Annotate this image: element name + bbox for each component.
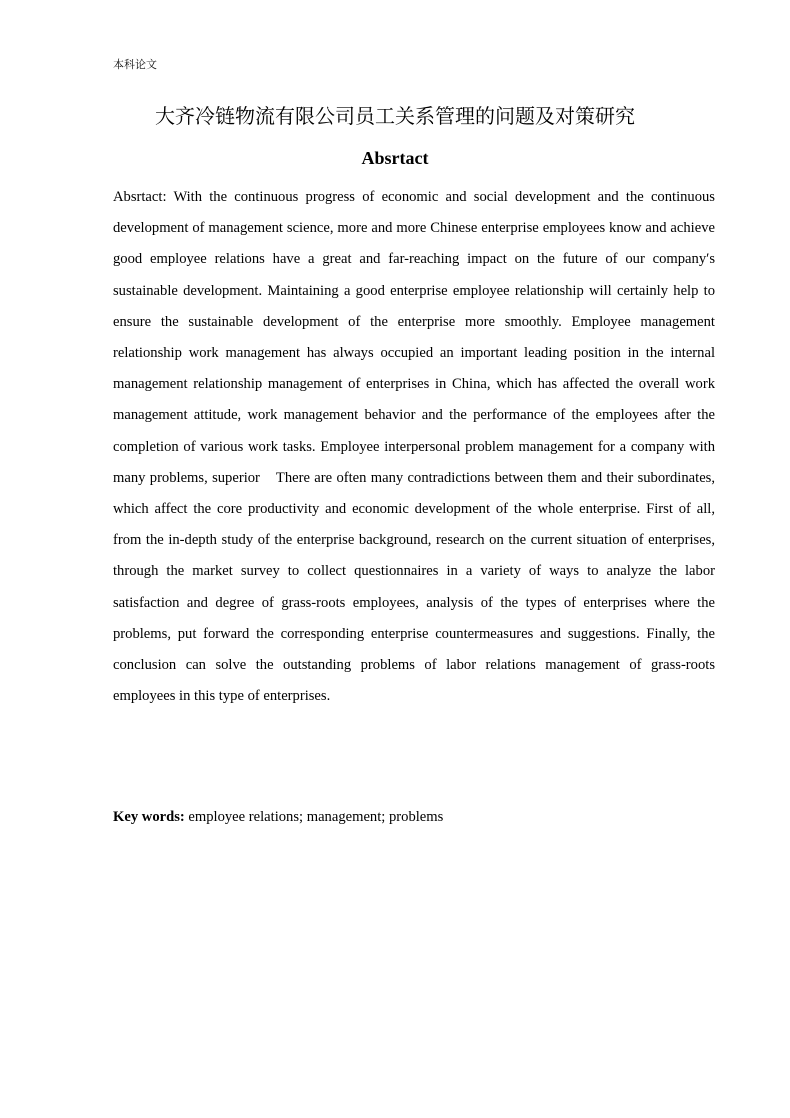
keywords-line bbox=[113, 806, 715, 828]
abstract-heading: Absrtact bbox=[361, 148, 429, 168]
keywords-value: employee relations; management; problems bbox=[184, 809, 444, 825]
keywords-label: Key words: bbox=[113, 809, 185, 825]
chinese-title: 大齐冷链物流有限公司员工关系管理的问题及对策研究 bbox=[155, 104, 635, 128]
running-header: 本科论文 bbox=[113, 58, 157, 71]
abstract-body: Absrtact: With the continuous progress of economic and social development and the continuous development of management science, more and more Chinese enterprise employees know and achieve good employee relations have a great and far-reaching impact on the future of our company′s sustainable development. Maintaining a good enterprise employee relationship will certainly help to ensure the sustainable development of the enterprise more smoothly. Employee management relationship work management has always occupied an important leading position in the internal management relationship management of enterprises in China, which has affected the overall work management attitude, work management behavior and the performance of the employees after the completion of various work tasks. Employee interpersonal problem management for a company with many problems, superior There are often many contradictions between them and their subordinates, which affect the core productivity and economic development of the whole enterprise. First of all, from the in-depth study of the enterprise background, research on the current situation of enterprises, through the market survey to collect questionnaires in a variety of ways to analyze the labor satisfaction and degree of grass-roots employees, analysis of the types of enterprises where the problems, put forward the corresponding enterprise countermeasures and suggestions. Finally, the conclusion can solve the outstanding problems of labor relations management of grass-roots employees in this type of enterprises. bbox=[113, 189, 715, 705]
